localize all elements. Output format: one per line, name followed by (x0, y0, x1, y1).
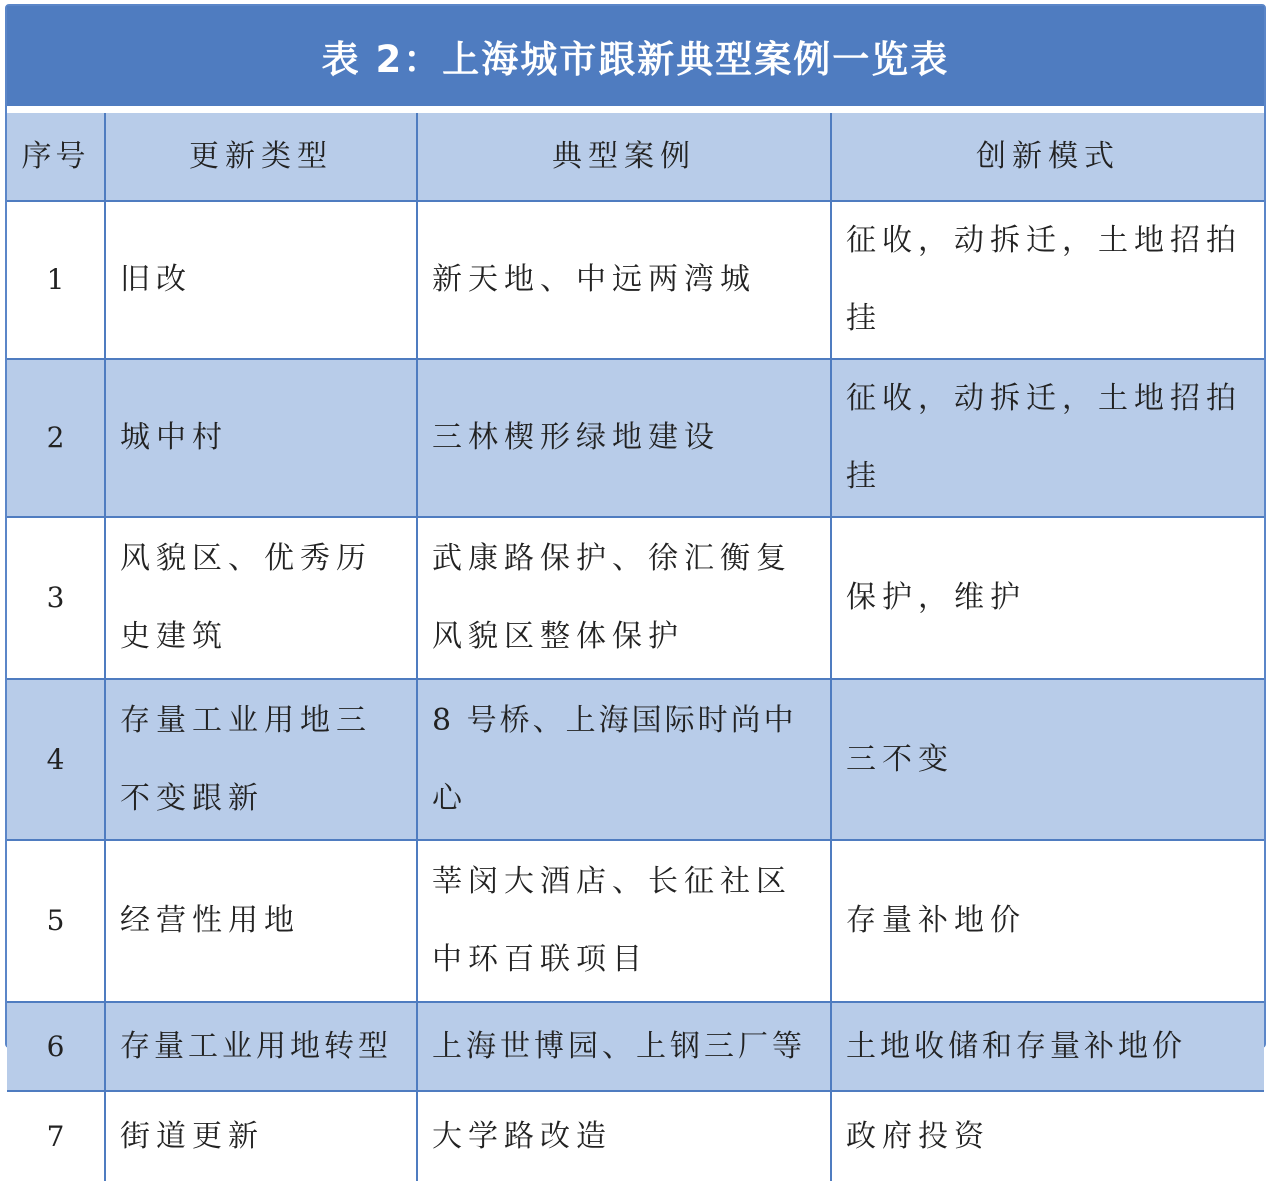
row-type: 旧改 (105, 201, 417, 359)
row-mode: 三不变 (831, 679, 1264, 840)
header-no: 序号 (7, 113, 105, 201)
table-row (7, 679, 1264, 840)
row-mode: 存量补地价 (831, 840, 1264, 1002)
table-row (7, 840, 1264, 1002)
row-mode: 保护，维护 (831, 517, 1264, 679)
table-title: 表 2：上海城市跟新典型案例一览表 (7, 6, 1264, 106)
row-number: 7 (7, 1091, 105, 1181)
row-type: 存量工业用地三不变跟新 (105, 679, 417, 840)
table-row (7, 517, 1264, 679)
title-gap (7, 106, 1264, 113)
table-row (7, 1002, 1264, 1091)
row-cases: 武康路保护、徐汇衡复风貌区整体保护 (417, 517, 831, 679)
table-frame (5, 4, 1266, 1154)
row-cases: 大学路改造 (417, 1091, 831, 1181)
case-table (7, 113, 1264, 1181)
row-type: 街道更新 (105, 1091, 417, 1181)
row-number: 4 (7, 679, 105, 840)
row-number: 5 (7, 840, 105, 1002)
header-row (7, 113, 1264, 201)
header-cases: 典型案例 (417, 113, 831, 201)
row-mode: 征收，动拆迁，土地招拍挂 (831, 359, 1264, 517)
row-number: 3 (7, 517, 105, 679)
row-number: 1 (7, 201, 105, 359)
row-type: 城中村 (105, 359, 417, 517)
row-mode: 政府投资 (831, 1091, 1264, 1181)
row-type: 经营性用地 (105, 840, 417, 1002)
header-mode: 创新模式 (831, 113, 1264, 201)
row-cases: 8 号桥、上海国际时尚中心 (417, 679, 831, 840)
row-cases: 莘闵大酒店、长征社区中环百联项目 (417, 840, 831, 1002)
row-number: 6 (7, 1002, 105, 1091)
row-mode: 土地收储和存量补地价 (831, 1002, 1264, 1091)
header-type: 更新类型 (105, 113, 417, 201)
table-row (7, 1091, 1264, 1181)
table-row (7, 201, 1264, 359)
table-row (7, 359, 1264, 517)
row-number: 2 (7, 359, 105, 517)
row-cases: 三林楔形绿地建设 (417, 359, 831, 517)
row-cases: 新天地、中远两湾城 (417, 201, 831, 359)
row-cases: 上海世博园、上钢三厂等 (417, 1002, 831, 1091)
row-type: 存量工业用地转型 (105, 1002, 417, 1091)
row-mode: 征收，动拆迁，土地招拍挂 (831, 201, 1264, 359)
row-type: 风貌区、优秀历史建筑 (105, 517, 417, 679)
